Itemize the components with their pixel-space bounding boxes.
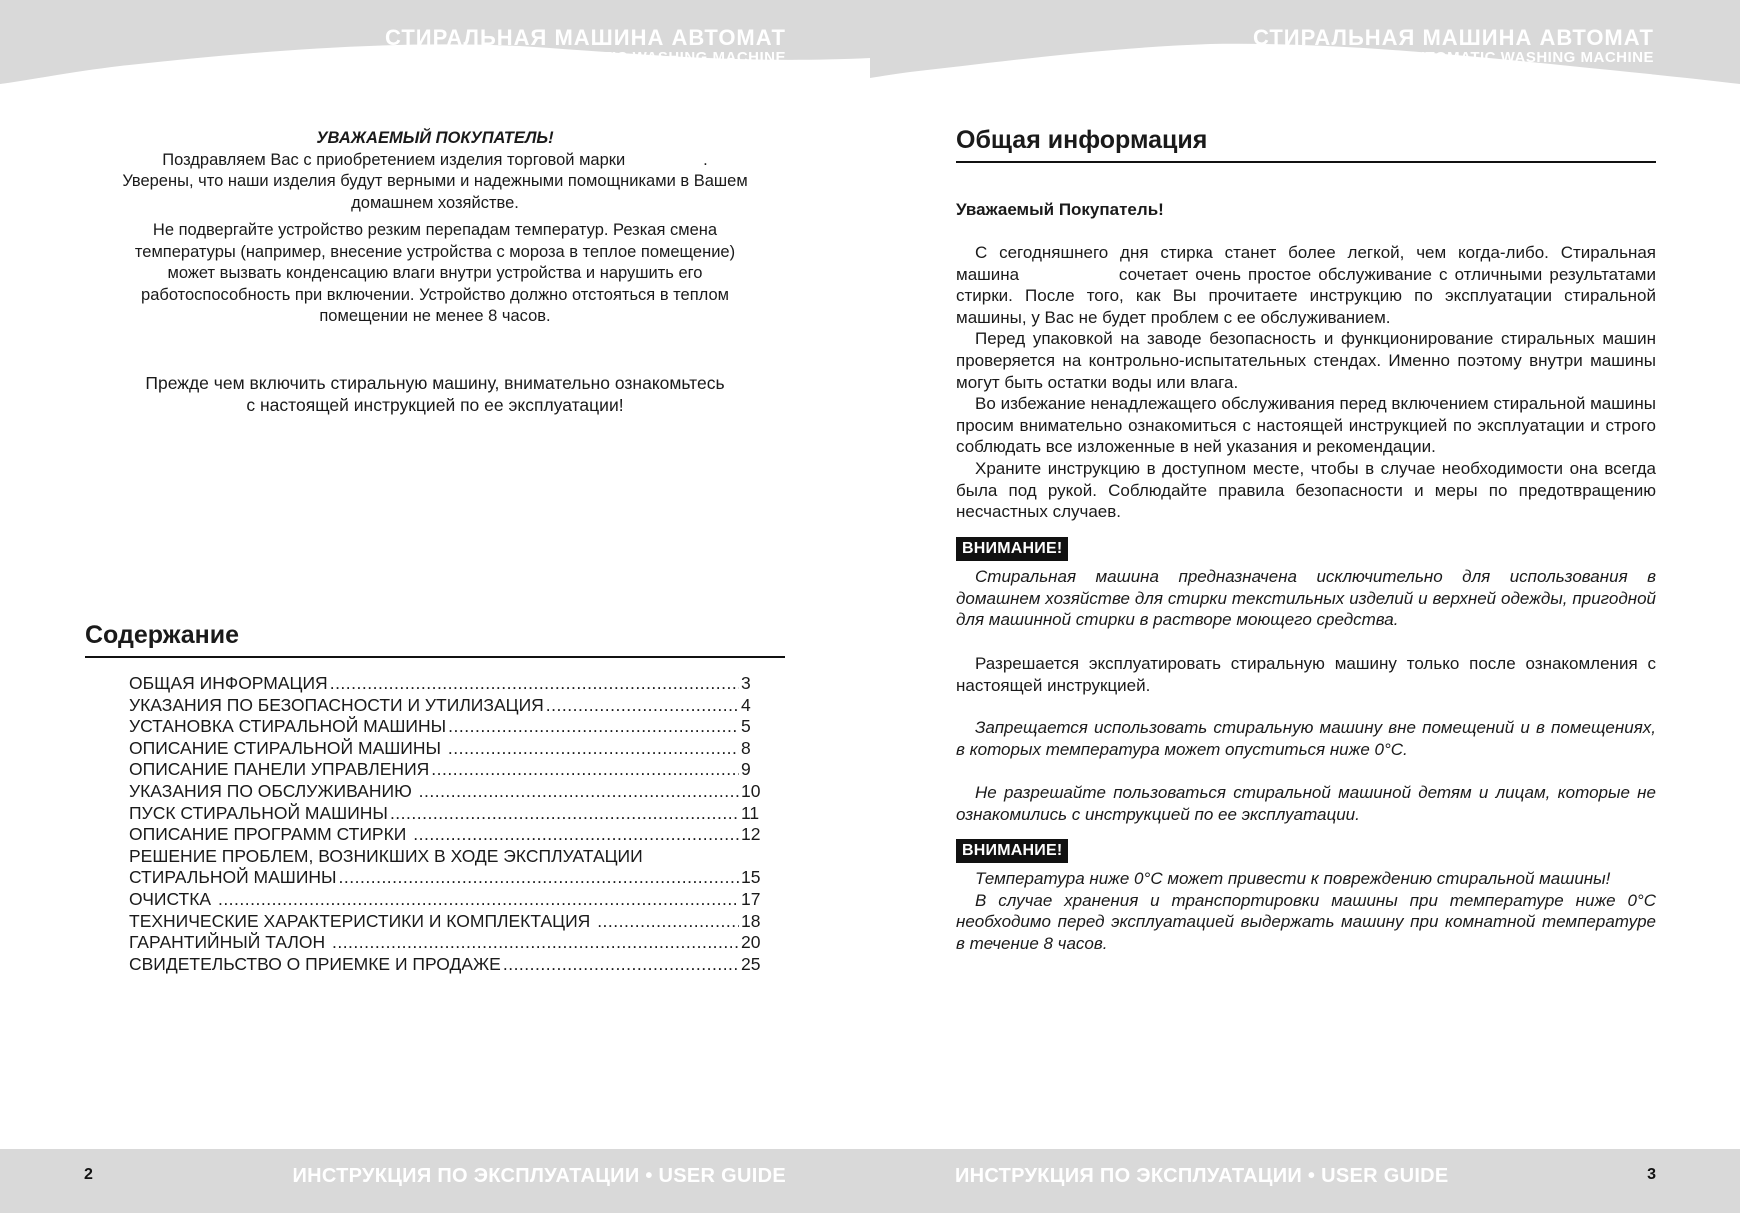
greeting-line-2: Уверены, что наши изделия будут верными и надежными помощниками в Вашем домашнем хозяйстве. xyxy=(122,172,748,212)
permission-text: Разрешается эксплуатировать стиральную машину только после ознакомления с настоящей инструкцией. xyxy=(956,654,1656,695)
paragraph: С сегодняшнего дня стирка станет более легкой, чем когда-либо. Стиральная машина сочетает очень простое обслуживание с отличными результатами стирки. После того, как Вы прочитаете инструкцию по эксплуатации стиральной машины, у Вас не будет проблем с ее обслуживанием. xyxy=(956,243,1661,327)
right-page xyxy=(870,0,1740,1213)
toc-entry[interactable]: ОБЩАЯ ИНФОРМАЦИЯ ..... 3 xyxy=(129,673,765,695)
cold-warning xyxy=(956,868,1656,954)
greeting-line-1: Поздравляем Вас с приобретением изделия торговой марки . xyxy=(162,150,708,169)
toc-entry[interactable]: РЕШЕНИЕ ПРОБЛЕМ, ВОЗНИКШИХ В ХОДЕ ЭКСПЛУАТАЦИИ xyxy=(129,845,643,866)
toc-entry[interactable]: ПУСК СТИРАЛЬНОЙ МАШИНЫ ..... 11 xyxy=(129,803,765,825)
intro-paragraphs xyxy=(956,242,1661,523)
paragraph: Перед упаковкой на заводе безопасность и функционирование стиральных машин проверяется на контрольно-испытательных стендах. Именно поэтому внутри машины могут быть остатки воды или влага. xyxy=(956,329,1656,392)
cold-warning-line-1: Температура ниже 0°С может привести к повреждению стиральной машины! xyxy=(975,869,1611,888)
page-number: 2 xyxy=(84,1166,93,1183)
dear-customer-heading: Уважаемый Покупатель! xyxy=(956,200,1164,219)
intended-use-text: Стиральная машина предназначена исключительно для использования в домашнем хозяйстве для стирки текстильных изделий и верхней одежды, пригодной для машинной стирки в растворе моющего средства. xyxy=(956,567,1656,630)
toc-entry[interactable]: УСТАНОВКА СТИРАЛЬНОЙ МАШИНЫ ..... 5 xyxy=(129,716,765,738)
temperature-warning: Не подвергайте устройство резким перепадам температур. Резкая смена температуры (например, внесение устройства с мороза в теплое помещение) может вызвать конденсацию влаги внутри устройства и нарушить его работоспособность при включении. Устройство должно отстояться в теплом помещении не менее 8 часов. xyxy=(134,221,736,325)
toc-entry[interactable]: ОПИСАНИЕ ПАНЕЛИ УПРАВЛЕНИЯ ..... 9 xyxy=(129,759,765,781)
header-band xyxy=(870,0,1740,95)
header-title-ru: СТИРАЛЬНАЯ МАШИНА АВТОМАТ xyxy=(1253,25,1654,50)
read-notice-line-2: с настоящей инструкцией по ее эксплуатации! xyxy=(246,395,624,415)
footer-guide-text: ИНСТРУКЦИЯ ПО ЭКСПЛУАТАЦИИ • USER GUIDE xyxy=(292,1165,786,1187)
footer-band xyxy=(870,1149,1740,1213)
attention-badge: ВНИМАНИЕ! xyxy=(956,839,1068,863)
toc-entry[interactable]: СВИДЕТЕЛЬСТВО О ПРИЕМКЕ И ПРОДАЖЕ ..... 25 xyxy=(129,954,765,976)
table-of-contents xyxy=(129,673,765,975)
page-number: 3 xyxy=(1647,1166,1656,1183)
section-title: Общая информация xyxy=(956,126,1656,163)
header-title-en: AUTOMATIC WASHING MACHINE xyxy=(534,49,786,66)
prohibition-text: Запрещается использовать стиральную машину вне помещений и в помещениях, в которых температура может опуститься ниже 0°С. xyxy=(956,718,1656,759)
toc-entry[interactable]: ТЕХНИЧЕСКИЕ ХАРАКТЕРИСТИКИ И КОМПЛЕКТАЦИЯ ..... 18 xyxy=(129,911,765,933)
footer-guide-text: ИНСТРУКЦИЯ ПО ЭКСПЛУАТАЦИИ • USER GUIDE xyxy=(955,1165,1449,1187)
footer-band xyxy=(0,1149,870,1213)
cold-warning-line-2: В случае хранения и транспортировки машины при температуре ниже 0°С необходимо перед эксплуатацией выдержать машину при комнатной температуре в течение 8 часов. xyxy=(956,890,1656,953)
header-title xyxy=(385,27,786,65)
greeting-title: УВАЖАЕМЫЙ ПОКУПАТЕЛЬ! xyxy=(316,129,554,147)
toc-entry[interactable]: ОПИСАНИЕ СТИРАЛЬНОЙ МАШИНЫ ..... 8 xyxy=(129,738,765,760)
header-title xyxy=(1253,27,1654,65)
children-warning-text: Не разрешайте пользоваться стиральной машиной детям и лицам, которые не ознакомились с инструкцией по ее эксплуатации. xyxy=(956,783,1656,824)
toc-entry[interactable]: УКАЗАНИЯ ПО ОБСЛУЖИВАНИЮ ..... 10 xyxy=(129,781,765,803)
toc-entry[interactable]: ГАРАНТИЙНЫЙ ТАЛОН ..... 20 xyxy=(129,932,765,954)
header-band xyxy=(0,0,870,95)
toc-title: Содержание xyxy=(85,621,785,658)
paragraph: Во избежание ненадлежащего обслуживания перед включением стиральной машины просим внимательно ознакомиться с настоящей инструкцией по эксплуатации и строго соблюдать все изложенные в ней указания и рекомендации. xyxy=(956,394,1656,457)
read-notice-line-1: Прежде чем включить стиральную машину, внимательно ознакомьтесь xyxy=(145,373,725,393)
greeting-block xyxy=(110,128,760,328)
paragraph: Храните инструкцию в доступном месте, чтобы в случае необходимости она всегда была под рукой. Соблюдайте правила безопасности и меры по предотвращению несчастных случаев. xyxy=(956,458,1656,522)
toc-entry[interactable]: СТИРАЛЬНОЙ МАШИНЫ ..... 15 xyxy=(129,867,765,889)
header-title-en: AUTOMATIC WASHING MACHINE xyxy=(1402,49,1654,66)
toc-entry[interactable]: ОЧИСТКА ..... 17 xyxy=(129,889,765,911)
toc-entry[interactable]: ОПИСАНИЕ ПРОГРАММ СТИРКИ ..... 12 xyxy=(129,824,765,846)
toc-entry[interactable]: УКАЗАНИЯ ПО БЕЗОПАСНОСТИ И УТИЛИЗАЦИЯ ..... 4 xyxy=(129,695,765,717)
attention-badge: ВНИМАНИЕ! xyxy=(956,537,1068,561)
read-instructions-notice xyxy=(110,372,760,416)
header-title-ru: СТИРАЛЬНАЯ МАШИНА АВТОМАТ xyxy=(385,25,786,50)
